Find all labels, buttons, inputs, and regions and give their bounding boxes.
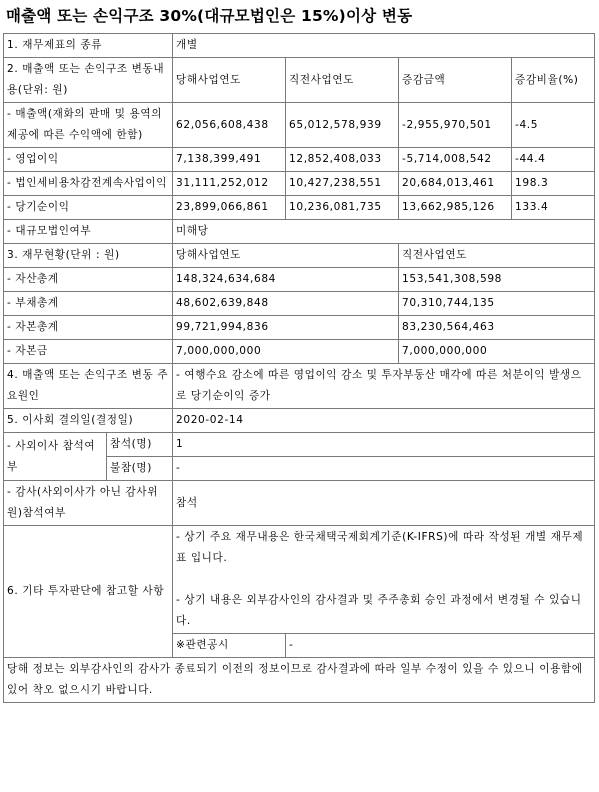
pretax-income-current: 31,111,252,012 [173, 172, 286, 196]
note-spacer [176, 569, 591, 590]
net-income-previous: 10,236,081,735 [286, 196, 399, 220]
revenue-label: - 매출액(재화의 판매 및 용역의 제공에 따른 수익액에 한함) [4, 103, 173, 148]
total-liabilities-previous: 70,310,744,135 [399, 292, 595, 316]
board-date-label: 5. 이사회 결의일(결정일) [4, 409, 173, 433]
statement-type-value: 개별 [173, 34, 595, 58]
board-date-value: 2020-02-14 [173, 409, 595, 433]
revenue-rate: -4.5 [512, 103, 595, 148]
capital-stock-current: 7,000,000,000 [173, 340, 399, 364]
operating-income-change: -5,714,008,542 [399, 148, 512, 172]
row-auditor [4, 481, 595, 526]
row-footer [4, 658, 595, 703]
row-main-reason [4, 364, 595, 409]
main-reason-value: - 여행수요 감소에 따른 영업이익 감소 및 투자부동산 매각에 따른 처분이익 발생으로 당기순이익 증가 [173, 364, 595, 409]
total-assets-label: - 자산총계 [4, 268, 173, 292]
disclosure-table [3, 33, 595, 703]
row-large-corp [4, 220, 595, 244]
absent-value: - [173, 457, 595, 481]
related-disclosure-value: - [286, 634, 595, 658]
main-reason-label: 4. 매출액 또는 손익구조 변동 주요원인 [4, 364, 173, 409]
capital-stock-previous: 7,000,000,000 [399, 340, 595, 364]
footer-note: 당해 정보는 외부감사인의 감사가 종료되기 이전의 정보이므로 감사결과에 따라 일부 수정이 있을 수 있으니 이용함에 있어 착오 없으시기 바랍니다. [4, 658, 595, 703]
total-assets-previous: 153,541,308,598 [399, 268, 595, 292]
row-pretax-income [4, 172, 595, 196]
total-equity-previous: 83,230,564,463 [399, 316, 595, 340]
related-disclosure-label: ※관련공시 [173, 634, 286, 658]
total-liabilities-current: 48,602,639,848 [173, 292, 399, 316]
large-corp-label: - 대규모법인여부 [4, 220, 173, 244]
pretax-income-change: 20,684,013,461 [399, 172, 512, 196]
section3-header-previous: 직전사업연도 [399, 244, 595, 268]
row-total-equity [4, 316, 595, 340]
section3-label: 3. 재무현황(단위 : 원) [4, 244, 173, 268]
pretax-income-rate: 198.3 [512, 172, 595, 196]
section2-label: 2. 매출액 또는 손익구조 변동내용(단위: 원) [4, 58, 173, 103]
capital-stock-label: - 자본금 [4, 340, 173, 364]
other-notes-label: 6. 기타 투자판단에 참고할 사항 [4, 526, 173, 658]
auditor-value: 참석 [173, 481, 595, 526]
row-statement-type [4, 34, 595, 58]
operating-income-current: 7,138,399,491 [173, 148, 286, 172]
section2-header-previous: 직전사업연도 [286, 58, 399, 103]
pretax-income-previous: 10,427,238,551 [286, 172, 399, 196]
net-income-change: 13,662,985,126 [399, 196, 512, 220]
operating-income-label: - 영업이익 [4, 148, 173, 172]
row-section3-header [4, 244, 595, 268]
present-label: 참석(명) [107, 433, 173, 457]
row-section2-header [4, 58, 595, 103]
total-equity-current: 99,721,994,836 [173, 316, 399, 340]
section2-header-rate: 증감비율(%) [512, 58, 595, 103]
section3-header-current: 당해사업연도 [173, 244, 399, 268]
row-total-liabilities [4, 292, 595, 316]
section2-header-change: 증감금액 [399, 58, 512, 103]
auditor-label: - 감사(사외이사가 아닌 감사위원)참석여부 [4, 481, 173, 526]
row-outside-present [4, 433, 595, 457]
row-capital-stock [4, 340, 595, 364]
total-assets-current: 148,324,634,684 [173, 268, 399, 292]
pretax-income-label: - 법인세비용차감전계속사업이익 [4, 172, 173, 196]
revenue-current: 62,056,608,438 [173, 103, 286, 148]
row-operating-income [4, 148, 595, 172]
revenue-previous: 65,012,578,939 [286, 103, 399, 148]
total-equity-label: - 자본총계 [4, 316, 173, 340]
operating-income-rate: -44.4 [512, 148, 595, 172]
absent-label: 불참(명) [107, 457, 173, 481]
outside-director-label: - 사외이사 참석여부 [4, 433, 107, 481]
row-revenue [4, 103, 595, 148]
statement-type-label: 1. 재무제표의 종류 [4, 34, 173, 58]
other-note-2: - 상기 내용은 외부감사인의 감사결과 및 주주총회 승인 과정에서 변경될 수 있습니다. [176, 594, 582, 627]
total-liabilities-label: - 부채총계 [4, 292, 173, 316]
net-income-label: - 당기순이익 [4, 196, 173, 220]
present-value: 1 [173, 433, 595, 457]
other-notes-value [173, 526, 595, 634]
large-corp-value: 미해당 [173, 220, 595, 244]
row-other-notes [4, 526, 595, 634]
section2-header-current: 당해사업연도 [173, 58, 286, 103]
revenue-change: -2,955,970,501 [399, 103, 512, 148]
row-board-date [4, 409, 595, 433]
net-income-current: 23,899,066,861 [173, 196, 286, 220]
net-income-rate: 133.4 [512, 196, 595, 220]
document-title: 매출액 또는 손익구조 30%(대규모법인은 15%)이상 변동 [6, 7, 413, 25]
other-note-1: - 상기 주요 재무내용은 한국채택국제회계기준(K-IFRS)에 따라 작성된 개별 재무제표 입니다. [176, 531, 584, 564]
operating-income-previous: 12,852,408,033 [286, 148, 399, 172]
row-net-income [4, 196, 595, 220]
row-total-assets [4, 268, 595, 292]
